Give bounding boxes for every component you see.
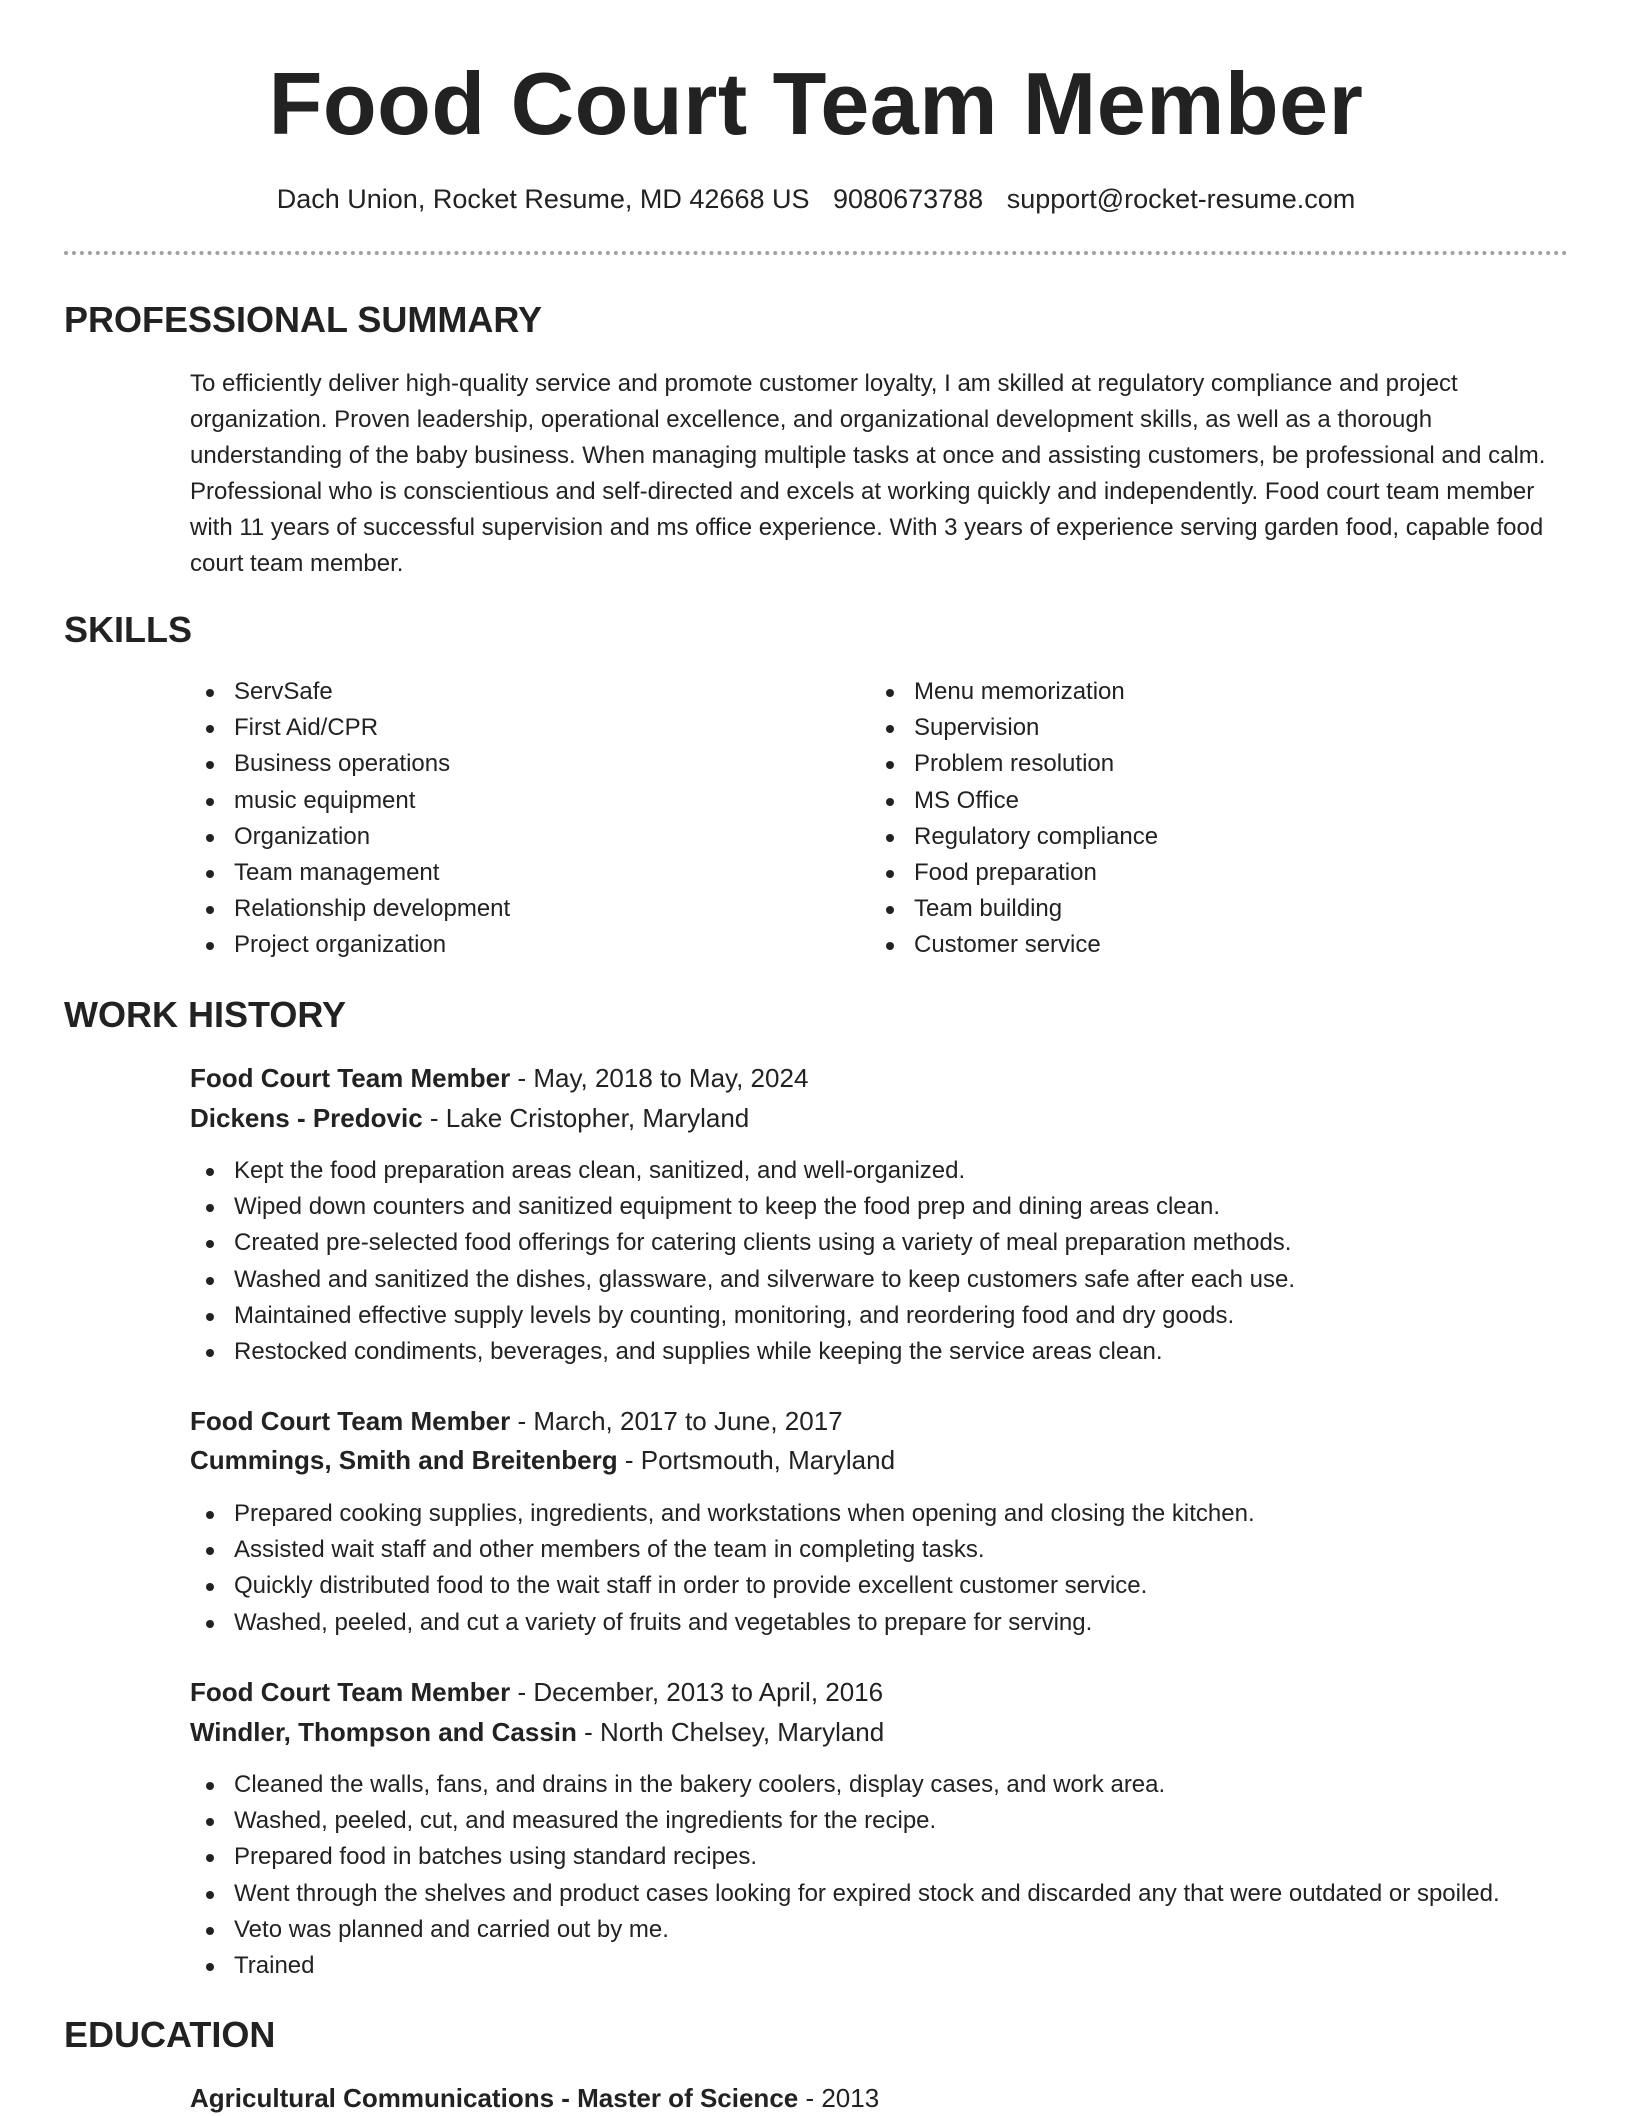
contact-address: Dach Union, Rocket Resume, MD 42668 US [276, 184, 810, 214]
duty-item: Maintained effective supply levels by counting, monitoring, and reordering food and dry goods. [190, 1298, 1590, 1334]
job-company-line [190, 1100, 749, 1136]
skill-item: Regulatory compliance [870, 819, 1158, 855]
job-location: - Portsmouth, Maryland [624, 1445, 896, 1475]
section-title-summary: PROFESSIONAL SUMMARY [64, 299, 543, 340]
duty-item: Cleaned the walls, fans, and drains in the bakery coolers, display cases, and work area. [190, 1767, 1590, 1803]
job-company-line [190, 1714, 884, 1750]
skill-item: Business operations [190, 746, 510, 782]
duty-item: Prepared food in batches using standard recipes. [190, 1839, 1590, 1875]
job-company: Windler, Thompson and Cassin [190, 1717, 577, 1747]
duty-item: Assisted wait staff and other members of the team in completing tasks. [190, 1532, 1590, 1568]
job-company: Dickens - Predovic [190, 1103, 423, 1133]
duty-item: Prepared cooking supplies, ingredients, and workstations when opening and closing the kitchen. [190, 1496, 1590, 1532]
skills-list-left [190, 674, 510, 964]
duty-item: Washed, peeled, cut, and measured the ingredients for the recipe. [190, 1803, 1590, 1839]
job-dates: - December, 2013 to April, 2016 [517, 1677, 884, 1707]
duty-item: Washed, peeled, and cut a variety of fruits and vegetables to prepare for serving. [190, 1605, 1590, 1641]
job-company-line [190, 1442, 895, 1478]
duty-item: Washed and sanitized the dishes, glassware, and silverware to keep customers safe after each use. [190, 1262, 1590, 1298]
skill-item: Problem resolution [870, 746, 1158, 782]
duty-item: Quickly distributed food to the wait staff in order to provide excellent customer service. [190, 1568, 1590, 1604]
section-title-work-history: WORK HISTORY [64, 994, 347, 1035]
skill-item: Team management [190, 855, 510, 891]
skill-item: Organization [190, 819, 510, 855]
job-location: - North Chelsey, Maryland [584, 1717, 885, 1747]
contact-email: support@rocket-resume.com [1006, 184, 1356, 214]
job-title-line [190, 1674, 883, 1710]
section-title-skills: SKILLS [64, 609, 193, 650]
skill-item: Menu memorization [870, 674, 1158, 710]
duty-item: Wiped down counters and sanitized equipment to keep the food prep and dining areas clean. [190, 1189, 1590, 1225]
education-line [190, 2080, 879, 2116]
skill-item: First Aid/CPR [190, 710, 510, 746]
duty-item: Restocked condiments, beverages, and supplies while keeping the service areas clean. [190, 1334, 1590, 1370]
job-title-line [190, 1403, 843, 1439]
header-divider [64, 251, 1568, 255]
section-title-education: EDUCATION [64, 2014, 276, 2055]
education-year: - 2013 [805, 2083, 880, 2113]
skill-item: Customer service [870, 927, 1158, 963]
job-duties-list [190, 1767, 1590, 1984]
skill-item: ServSafe [190, 674, 510, 710]
skill-item: Relationship development [190, 891, 510, 927]
duty-item: Went through the shelves and product cases looking for expired stock and discarded any that were outdated or spoiled. [190, 1876, 1590, 1912]
duty-item: Created pre-selected food offerings for catering clients using a variety of meal preparation methods. [190, 1225, 1590, 1261]
skill-item: Supervision [870, 710, 1158, 746]
summary-text: To efficiently deliver high-quality service and promote customer loyalty, I am skilled at regulatory compliance and project organization. Proven leadership, operational excellence, and organizational development skills, as well as a thorough understanding of the baby business. When managing multiple tasks at once and assisting customers, be professional and calm. Professional who is conscientious and self-directed and excels at working quickly and independently. Food court team member with 11 years of successful supervision and ms office experience. With 3 years of experience serving garden food, capable food court team member. [190, 370, 1546, 577]
duty-item: Trained [190, 1948, 1590, 1984]
contact-phone: 9080673788 [833, 184, 984, 214]
job-duties-list [190, 1153, 1590, 1370]
duty-item: Kept the food preparation areas clean, sanitized, and well-organized. [190, 1153, 1590, 1189]
skill-item: Project organization [190, 927, 510, 963]
skill-item: MS Office [870, 783, 1158, 819]
job-role: Food Court Team Member [190, 1677, 511, 1707]
resume-name: Food Court Team Member [268, 54, 1364, 153]
job-dates: - March, 2017 to June, 2017 [517, 1406, 843, 1436]
duty-item: Veto was planned and carried out by me. [190, 1912, 1590, 1948]
job-duties-list [190, 1496, 1590, 1641]
skill-item: music equipment [190, 783, 510, 819]
job-role: Food Court Team Member [190, 1406, 511, 1436]
skills-list-right [870, 674, 1158, 964]
job-dates: - May, 2018 to May, 2024 [517, 1063, 809, 1093]
skill-item: Team building [870, 891, 1158, 927]
skill-item: Food preparation [870, 855, 1158, 891]
job-company: Cummings, Smith and Breitenberg [190, 1445, 618, 1475]
job-location: - Lake Cristopher, Maryland [429, 1103, 750, 1133]
job-title-line [190, 1060, 808, 1096]
job-role: Food Court Team Member [190, 1063, 511, 1093]
contact-line [0, 181, 1632, 217]
education-degree: Agricultural Communications - Master of Science [190, 2083, 799, 2113]
